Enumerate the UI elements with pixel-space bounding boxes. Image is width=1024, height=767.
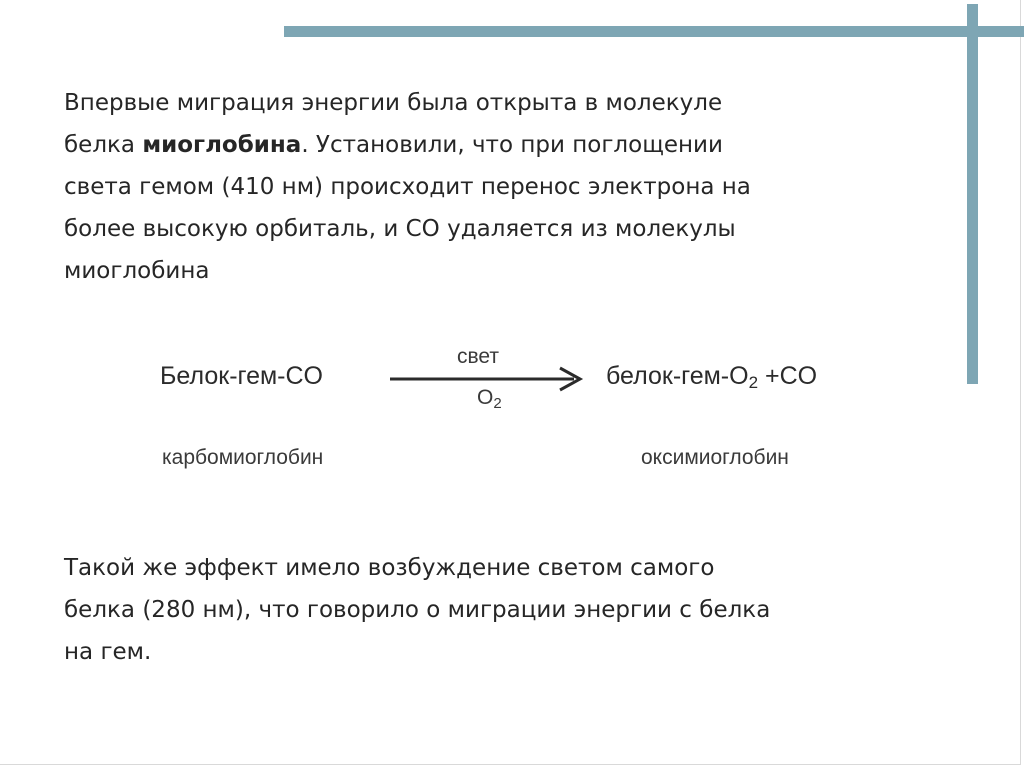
reaction-condition-oxygen (477, 386, 502, 410)
product-base: белок-гем-O (606, 362, 749, 390)
conclusion-paragraph: Такой же эффект имело возбуждение светом самого белка (280 нм), что говорило о миграции энергии с белка на гем. (64, 555, 771, 665)
intro-text-end: . Установили, что при поглощении света гемом (410 нм) происходит перенос электрона на более высокую орбиталь, и CO удаляется из молекулы миоглобина (64, 132, 751, 284)
reaction-condition-light: свет (457, 345, 500, 368)
intro-bold-term: миоглобина (142, 132, 302, 158)
intro-text-start: Впервые миграция энергии была открыта в молекуле белка (64, 90, 723, 158)
product-name-label: оксимиоглобин (641, 446, 789, 469)
product-subscript: 2 (748, 373, 759, 392)
intro-paragraph (64, 82, 751, 292)
accent-bar-horizontal (284, 26, 1024, 37)
oxygen-subscript: 2 (493, 395, 502, 412)
reaction-reactant: Белок-гем-CO (160, 362, 324, 390)
accent-bar-vertical (967, 4, 978, 384)
product-tail: +CO (758, 362, 818, 390)
oxygen-symbol: O (477, 386, 494, 409)
reactant-name-label: карбомиоглобин (162, 446, 324, 469)
reaction-product (606, 362, 817, 391)
